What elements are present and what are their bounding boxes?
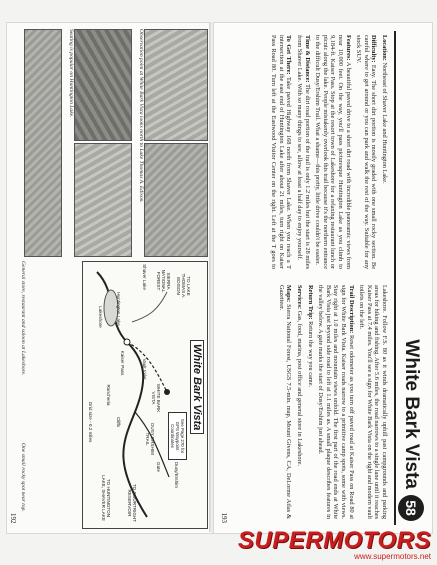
difficulty-label: Difficulty: (370, 35, 378, 63)
watermark-url: www.supermotors.net (354, 552, 431, 561)
features-label: Features: (344, 35, 352, 61)
trail-description-para (317, 285, 355, 519)
photo-observation-point (144, 29, 208, 141)
maps-para (277, 285, 292, 519)
time-label: Time & Distance: (303, 35, 311, 83)
maps-label: Maps: (285, 285, 293, 303)
left-page (6, 22, 213, 534)
route-number-badge: 58 (398, 495, 424, 521)
features-text: A beautiful paved drive to a short dirt road with incredible panoramic views from near 10,000 feet. On the way, you'll pass picturesque Huntington Lake as you climb to 9,184-ft. Kaiser Pass. Stop at the resort town of Lakeshore for a relaxing restaurant lunch or picnic along the lake. People mistakenly overlook this trail because it's the northern entrance to the difficult Dusy/Ershim Trail. What a shame—this pretty, little drive couldn't be easier. (314, 35, 352, 269)
map-label-vault-toilet: Vault toilet (142, 358, 147, 380)
location-para (380, 35, 388, 269)
right-page (213, 22, 433, 534)
features-para (314, 35, 352, 269)
return-trip-text: Return the way you came. (306, 321, 314, 388)
right-page-rotated (214, 23, 432, 533)
page-title: White Bark Vista (401, 339, 422, 489)
watermark-brand-a: SUPER (237, 527, 324, 554)
left-page-rotated (7, 23, 212, 533)
difficulty-text: Easy. The short dirt portion is mostly graded with one small rocky section. Be careful where to get around or you can park and walk the rest of the way. Suitable for any stock SUV. (355, 35, 378, 269)
map-grid-size: Grid size - 0.2 miles (88, 401, 93, 443)
caption-observation-point: Observation point at White Bark Vista looks north to Lake Thomas A. Edison. (138, 29, 144, 203)
directions-label: To Get There: (285, 35, 293, 75)
caption-lakeshore: General store, restaurant and saloon at Lakeshore. (20, 261, 26, 376)
trail-text (238, 35, 388, 519)
map-gps-note: See Page 270 for GPS Waypoint Coordinates (168, 412, 187, 460)
map-label-to-huntington: TO HUNTINGTON LAKE, SHAVER LAKE (101, 475, 111, 521)
right-page-number: 193 (220, 512, 228, 523)
location-label: Location: (381, 35, 388, 61)
map-label-dusy-trail: DUSY ERSHIM TRAIL (145, 423, 155, 455)
trail-map (82, 261, 208, 529)
map-label-shaver-lake: Shaver Lake (142, 264, 147, 290)
watermark-brand-b: MOTORS (323, 527, 431, 554)
map-label-edison: TO LAKE THOMAS A. EDISON (176, 273, 191, 299)
map-label-courtright: TO COURTRIGHT RESERVOIR (127, 483, 137, 523)
watermark-brand (238, 527, 431, 555)
map-label-rancheria: Rancheria (106, 384, 111, 406)
caption-huntington-lake: Seating is popular on Huntington Lake. (68, 29, 74, 118)
difficulty-para (355, 35, 378, 269)
trail-description-text: Reset odometer as you turn off paved road at Kaiser Pass on Road 80 at sign for White Bark Vista. Kaiser roads narrow to a primitive camp spots, some with views. Stay right at 1.0 miles and mountain views unfold. The first part of the road ends at White Bark Vista just beyond side road to left at 1.1 miles as. A small plaque describes features in the valley below. A gate marks the start of Dusy/Ershim just ahead. (317, 285, 355, 519)
map-label-cliffs: Cliffs (116, 416, 121, 428)
map-label-white-bark: WHITE BARK VISTA (151, 383, 161, 413)
return-trip-label: Return Trip: (306, 285, 314, 320)
map-title: White Bark Vista (190, 340, 204, 434)
services-text: Gas, food, marina, post office and general store in Lakeshore. (296, 310, 304, 467)
left-page-number: 192 (9, 513, 17, 524)
maps-text: Sierra National Forest, USGS 7.5-min. map, Mount Givens, CA, DeLorme Atlas & Gazetteer. (277, 285, 293, 520)
photo-rocky-spot (74, 143, 132, 257)
map-label-huntington-lake: Huntington Lake (116, 292, 121, 326)
trail-description-label: Trail Description: (347, 285, 355, 334)
supermotors-watermark (238, 527, 431, 561)
services-para (295, 285, 303, 519)
map-label-sierra-nf: SIERRA NATIONAL FOREST (156, 269, 171, 293)
services-label: Services: (296, 285, 304, 310)
directions-text: Take paved Highway 168 north from Shaver Lake. When you reach a T intersection at the east end of Huntington Lake after about 21 miles, turn right on Kaiser Pass Road 80. Turn left at the Eastwood Visitor Center on the right. Left at the T goes to Lakeshore. Follow F.S. 80 as it winds dramatically uphill past campgrounds and parking areas for hiking and fishing. After 5.6 miles, the road narrows to a single lane until it reaches Kaiser Pass at 7.4 miles. You'll see a sign for White Bark Vista on the right and modern vault toilets on the left. (270, 35, 388, 519)
map-label-gate: Gate (156, 462, 161, 472)
time-para (295, 35, 310, 269)
map-label-lakeshore: Lakeshore (98, 306, 103, 328)
caption-rocky-spot: One small rocky spot near top. (20, 443, 26, 512)
title-bar (394, 31, 424, 525)
map-label-dusy-ershim: Dusy/Ershim (174, 461, 179, 489)
return-trip-para (306, 285, 314, 519)
map-label-kaiser-pass: Kaiser Pass (120, 350, 125, 376)
location-text: Northeast of Shaver Lake and Huntington Lake. (381, 62, 388, 184)
photo-lakeshore-store (24, 29, 62, 257)
photo-huntington-lake (74, 29, 132, 141)
time-text: The dirt road portion of the trail is only 1.2 miles but the start is 28 miles from Shaver Lake. With so many things to see, allow at least a half day to enjoy yourself. (296, 35, 311, 269)
photo-rocks (144, 143, 208, 257)
